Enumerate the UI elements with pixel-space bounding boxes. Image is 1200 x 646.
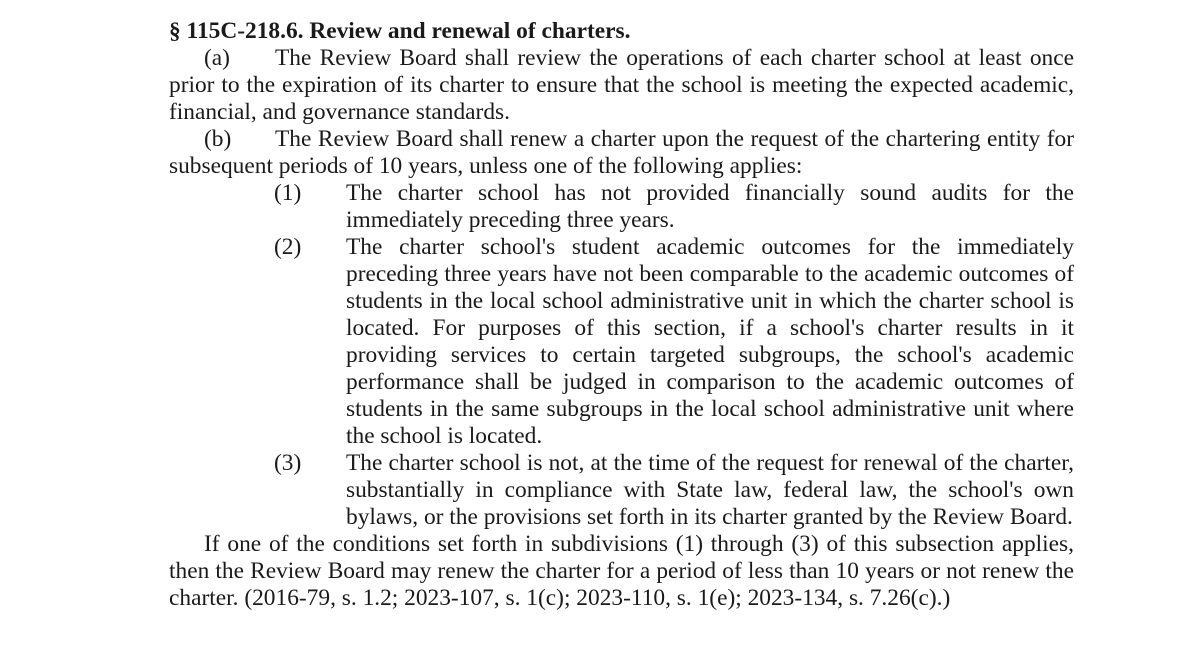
subdivision-1-text: The charter school has not provided financially sound audits for the immediately preceding three years. (346, 180, 1074, 233)
subdivision-1-number: (1) (274, 180, 302, 206)
statute-document (169, 18, 1074, 612)
subsection-a-text: The Review Board shall review the operations of each charter school at least once prior to the expiration of its charter to ensure that the school is meeting the expected academic, financial, and governance standards. (169, 45, 1074, 125)
subsection-a-marker: (a) (204, 45, 230, 71)
subsection-b-text: The Review Board shall renew a charter upon the request of the chartering entity for subsequent periods of 10 years, unless one of the following applies: (169, 126, 1074, 179)
subdivision-2-text: The charter school's student academic outcomes for the immediately preceding three years have not been comparable to the academic outcomes of students in the local school administrative unit in which the charter school is located. For purposes of this section, if a school's charter results in it providing services to certain targeted subgroups, the school's academic performance shall be judged in comparison to the academic outcomes of students in the same subgroups in the local school administrative unit where the school is located. (346, 234, 1074, 449)
subsection-b (169, 126, 1074, 180)
subsection-b-marker: (b) (204, 126, 232, 152)
subdivision-2 (169, 234, 1074, 450)
subsection-a (169, 45, 1074, 126)
subdivision-1 (169, 180, 1074, 234)
subdivision-3-number: (3) (274, 450, 302, 476)
section-heading: § 115C-218.6. Review and renewal of charters. (169, 18, 631, 44)
subdivision-2-number: (2) (274, 234, 302, 260)
closing-paragraph: If one of the conditions set forth in subdivisions (1) through (3) of this subsection applies, then the Review Board may renew the charter for a period of less than 10 years or not renew the charter. (2016-79, s. 1.2; 2023-107, s. 1(c); 2023-110, s. 1(e); 2023-134, s. 7.26(c).) (169, 531, 1074, 611)
subdivision-3-text: The charter school is not, at the time of the request for renewal of the charter, substantially in compliance with State law, federal law, the school's own bylaws, or the provisions set forth in its charter granted by the Review Board. (346, 450, 1074, 530)
subdivision-3 (169, 450, 1074, 531)
